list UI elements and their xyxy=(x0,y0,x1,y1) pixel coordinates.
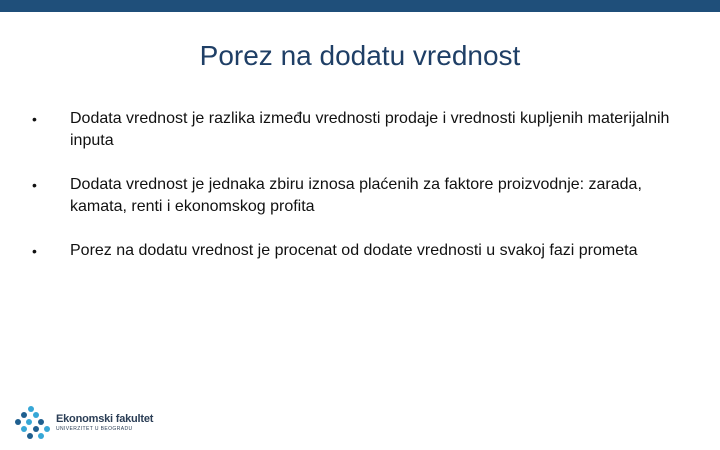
bullet-dot-icon: • xyxy=(32,243,37,259)
bullet-text: Dodata vrednost je razlika između vrednosti prodaje i vrednosti kupljenih materijalnih inputa xyxy=(70,110,670,149)
faculty-logo-mark-icon xyxy=(14,404,54,444)
bullet-item xyxy=(30,240,670,262)
bullet-dot-icon: • xyxy=(32,111,37,127)
bullet-list xyxy=(30,108,670,284)
bullet-item xyxy=(30,174,670,218)
top-accent-bar xyxy=(0,0,720,12)
faculty-logo xyxy=(14,404,164,444)
bullet-dot-icon: • xyxy=(32,177,37,193)
bullet-text: Porez na dodatu vrednost je procenat od dodate vrednosti u svakoj fazi prometa xyxy=(70,242,638,259)
logo-name: Ekonomski fakultet xyxy=(56,413,154,425)
slide-title: Porez na dodatu vrednost xyxy=(199,40,521,71)
bullet-text: Dodata vrednost je jednaka zbiru iznosa plaćenih za faktore proizvodnje: zarada, kamata, renti i ekonomskog profita xyxy=(70,176,642,215)
bullet-item xyxy=(30,108,670,152)
logo-subtitle: UNIVERZITET U BEOGRADU xyxy=(56,426,133,432)
